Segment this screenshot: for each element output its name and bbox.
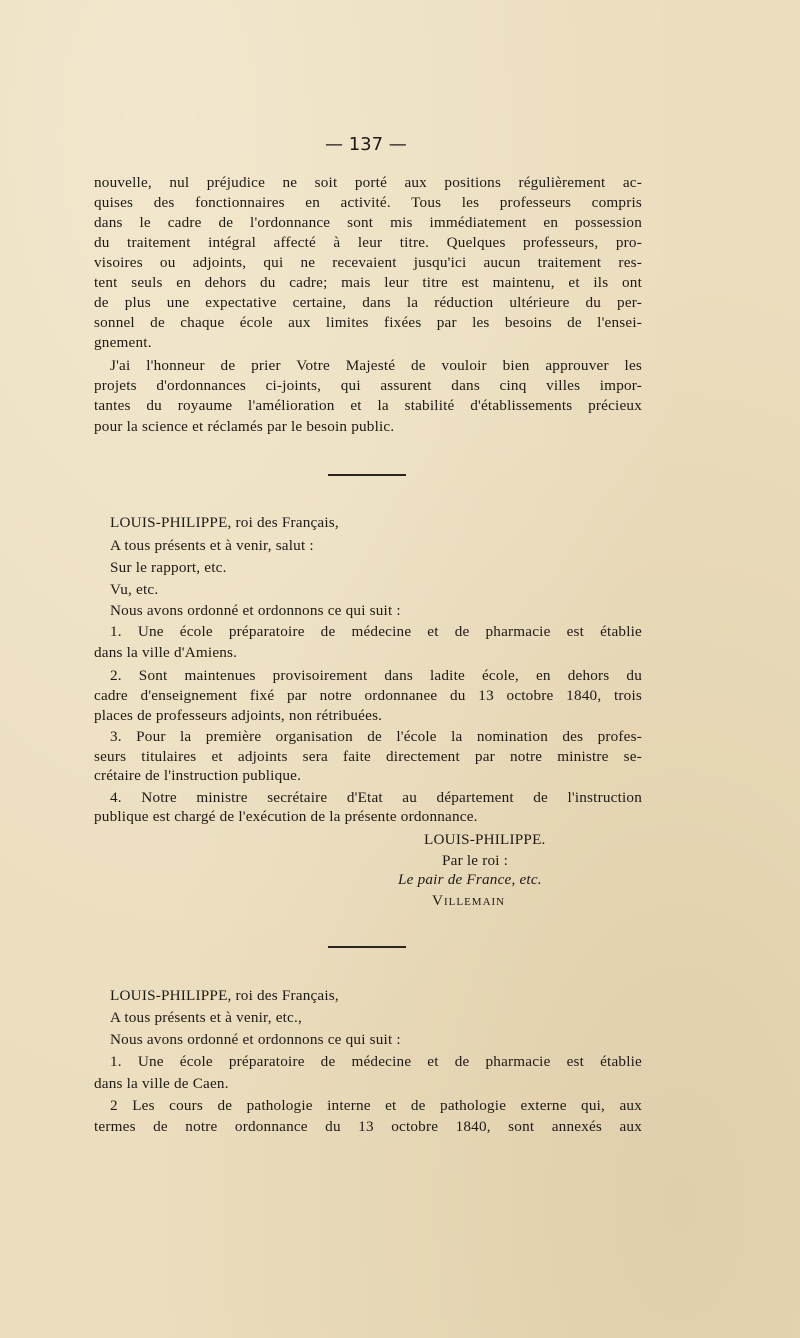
decree-header-line: Vu, etc. xyxy=(110,581,159,598)
article-line: 2. Sont maintenues provisoirement dans ladite école, en dehors du xyxy=(110,667,642,684)
text-line: du traitement intégral affecté à leur titre. Quelques professeurs, pro- xyxy=(94,234,642,251)
section-divider xyxy=(328,946,406,948)
text-line: visoires ou adjoints, qui ne recevaient jusqu'ici aucun traitement res- xyxy=(94,254,642,271)
text-line: de plus une expectative certaine, dans la réduction ultérieure du per- xyxy=(94,294,642,311)
text-line: gnement. xyxy=(94,334,152,351)
article-line: 1. Une école préparatoire de médecine et de pharmacie est établie xyxy=(110,1053,642,1070)
decree-header-line: A tous présents et à venir, etc., xyxy=(110,1009,302,1026)
decree-header-line: Nous avons ordonné et ordonnons ce qui suit : xyxy=(110,1031,401,1048)
article-line: 2 Les cours de pathologie interne et de pathologie externe qui, aux xyxy=(110,1097,642,1114)
text-line: quises des fonctionnaires en activité. Tous les professeurs compris xyxy=(94,194,642,211)
decree-header-line: Sur le rapport, etc. xyxy=(110,559,227,576)
text-line: projets d'ordonnances ci-joints, qui assurent dans cinq villes impor- xyxy=(94,377,642,394)
article-line: seurs titulaires et adjoints sera faite directement par notre ministre se- xyxy=(94,748,642,765)
text-line: tent seuls en dehors du cadre; mais leur titre est maintenu, et ils ont xyxy=(94,274,642,291)
decree-header-line: A tous présents et à venir, salut : xyxy=(110,537,314,554)
article-line: crétaire de l'instruction publique. xyxy=(94,767,302,784)
article-line: termes de notre ordonnance du 13 octobre 1840, sont annexés aux xyxy=(94,1118,642,1135)
decree-header-line: Nous avons ordonné et ordonnons ce qui suit : xyxy=(110,602,401,619)
article-line: 1. Une école préparatoire de médecine et de pharmacie est établie xyxy=(110,623,642,640)
article-line: cadre d'enseignement fixé par notre ordonnanee du 13 octobre 1840, trois xyxy=(94,687,642,704)
text-line: J'ai l'honneur de prier Votre Majesté de vouloir bien approuver les xyxy=(110,357,642,374)
minister-name: Villemain xyxy=(432,892,506,909)
text-line: nouvelle, nul préjudice ne soit porté aux positions régulièrement ac- xyxy=(94,174,642,191)
decree-header-line: LOUIS-PHILIPPE, roi des Français, xyxy=(110,987,339,1004)
article-line: 3. Pour la première organisation de l'école la nomination des profes- xyxy=(110,728,642,745)
page-number: — 137 — xyxy=(325,134,407,155)
par-le-roi: Par le roi : xyxy=(442,852,509,869)
article-line: places de professeurs adjoints, non rétribuées. xyxy=(94,707,383,724)
text-line: sonnel de chaque école aux limites fixées par les besoins de l'ensei- xyxy=(94,314,642,331)
royal-signature: LOUIS-PHILIPPE. xyxy=(424,831,546,848)
article-line: 4. Notre ministre secrétaire d'Etat au département de l'instruction xyxy=(110,789,642,806)
decree-header-line: LOUIS-PHILIPPE, roi des Français, xyxy=(110,514,339,531)
article-line: dans la ville d'Amiens. xyxy=(94,644,238,661)
countersign-title: Le pair de France, etc. xyxy=(398,871,542,888)
text-line: tantes du royaume l'amélioration et la stabilité d'établissements précieux xyxy=(94,397,642,414)
article-line: dans la ville de Caen. xyxy=(94,1075,229,1092)
article-line: publique est chargé de l'exécution de la présente ordonnance. xyxy=(94,808,478,825)
text-line: pour la science et réclamés par le besoin public. xyxy=(94,418,395,435)
text-line: dans le cadre de l'ordonnance sont mis immédiatement en possession xyxy=(94,214,642,231)
section-divider xyxy=(328,474,406,476)
